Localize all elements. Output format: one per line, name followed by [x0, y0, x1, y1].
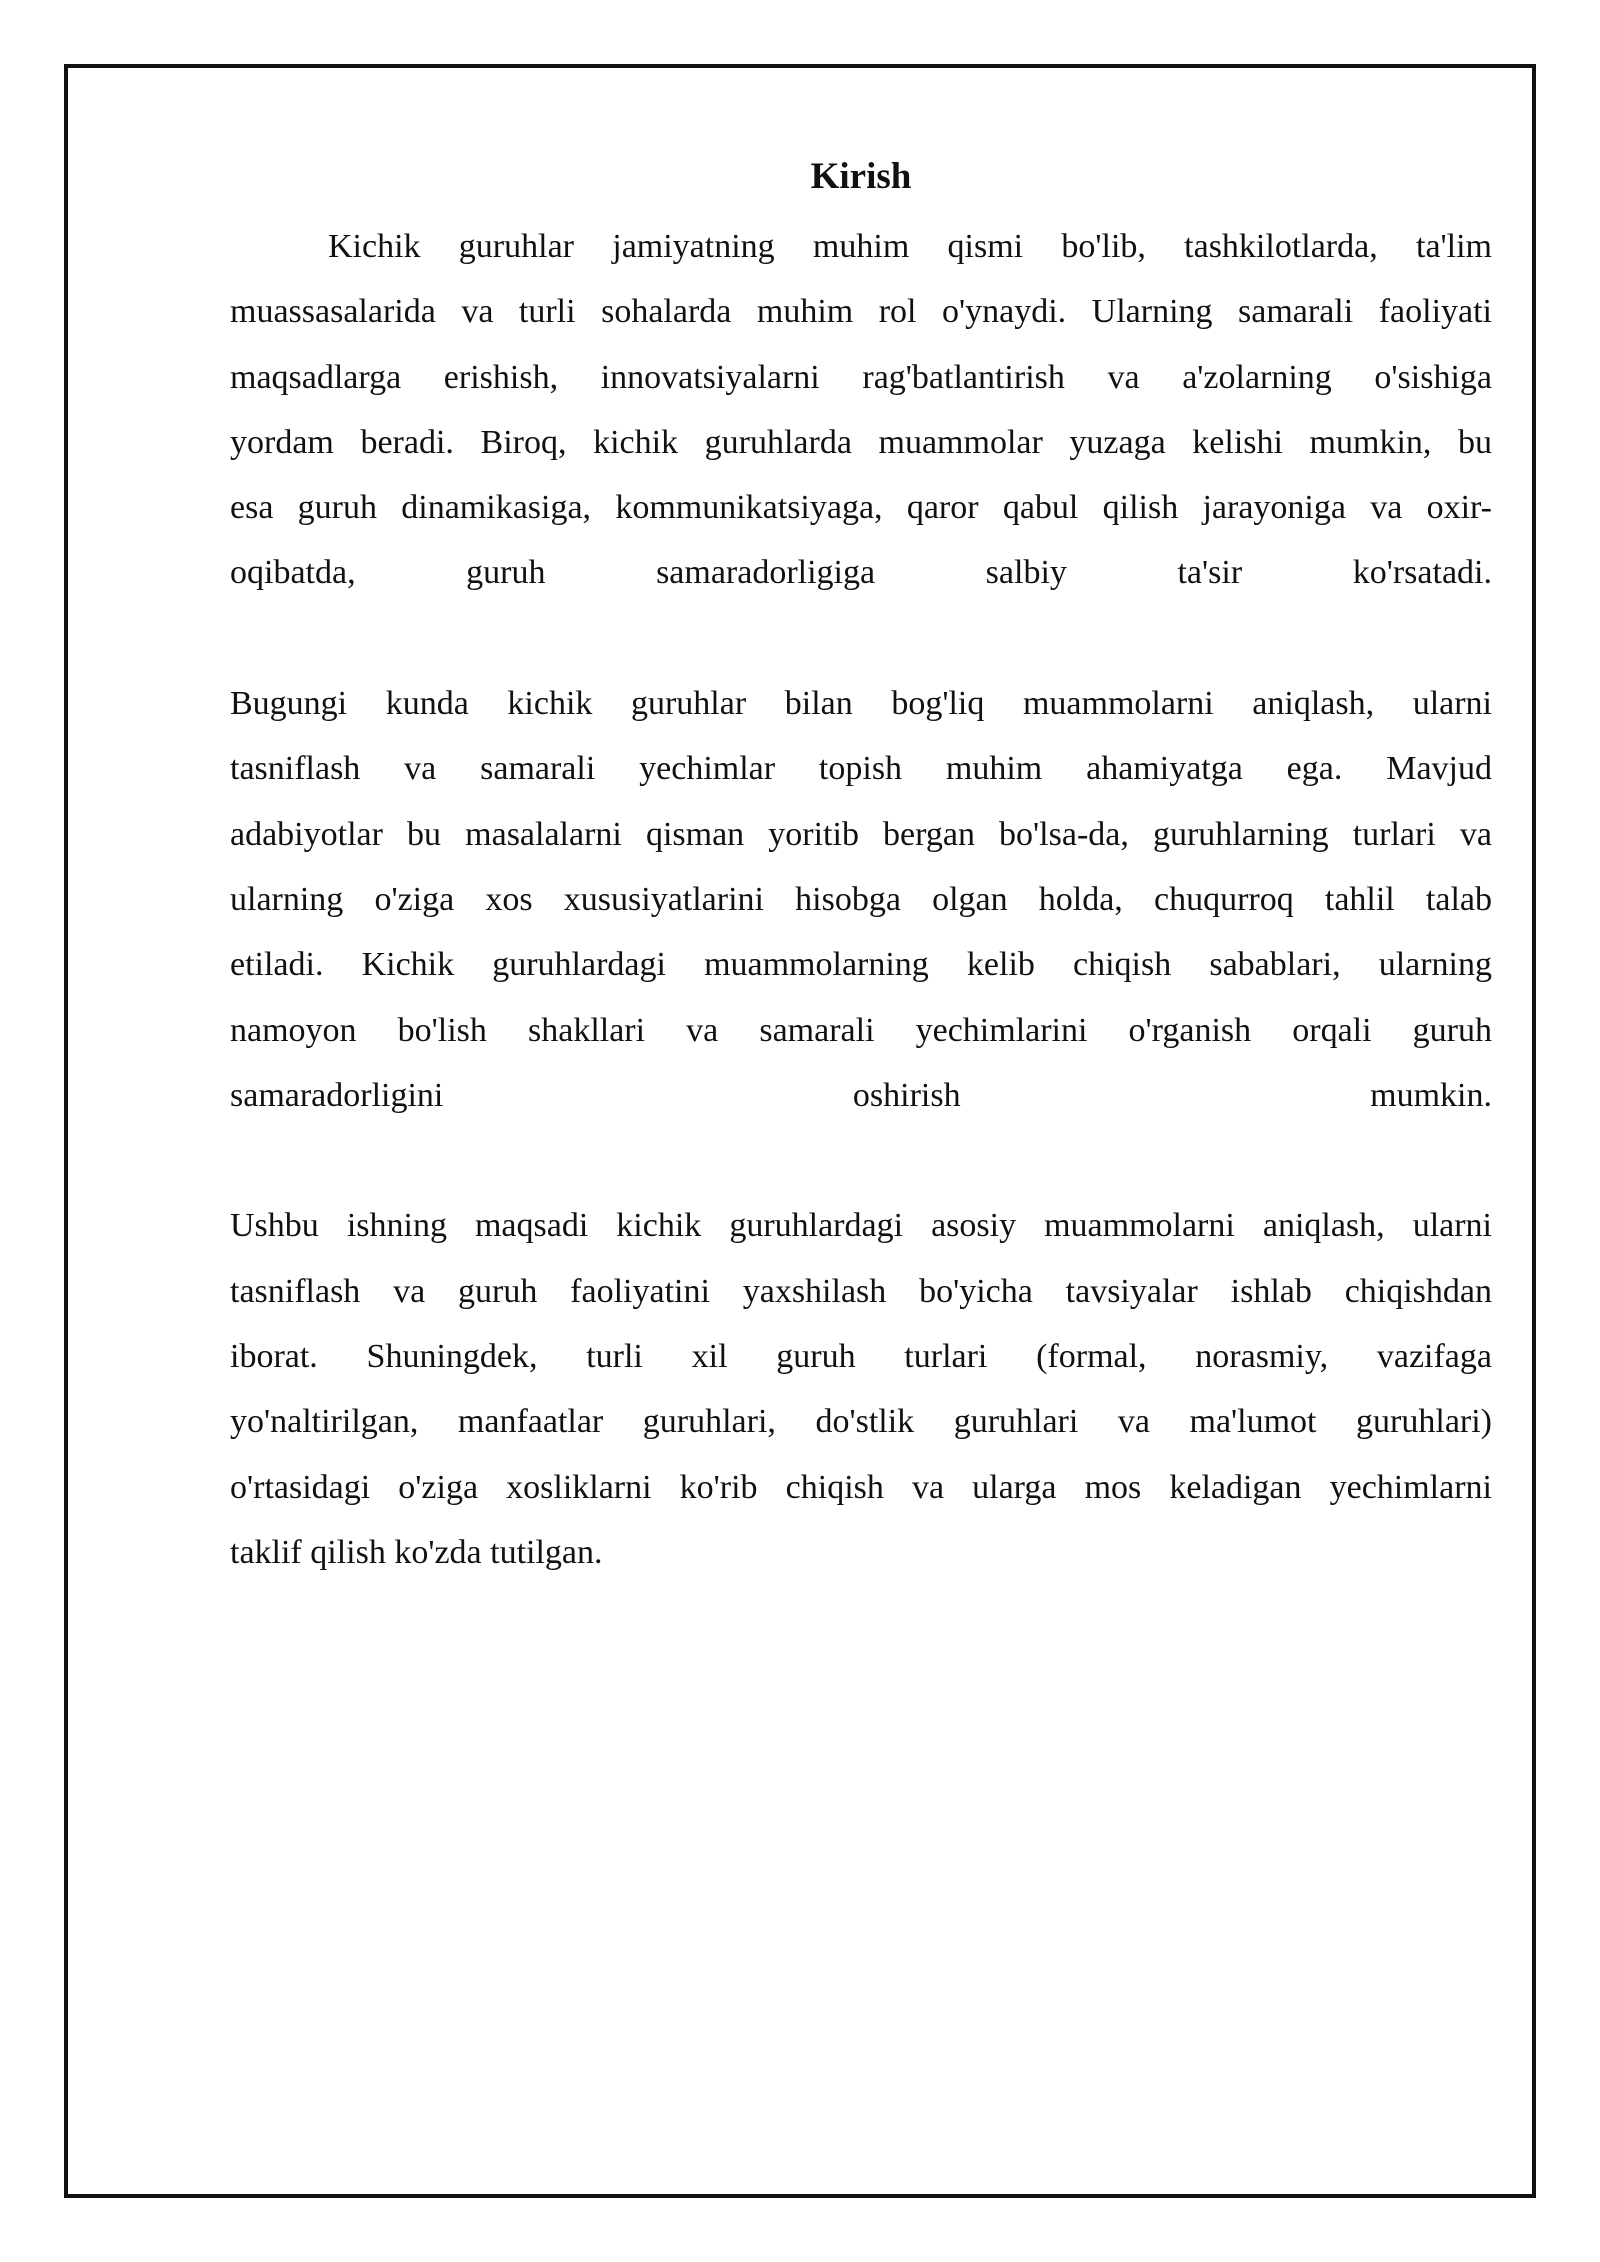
paragraph-line: oqibatda, guruh samaradorligiga salbiy ta'sir ko'rsatadi. [230, 554, 1492, 592]
paragraph-line: tasniflash va samarali yechimlar topish muhim ahamiyatga ega. Mavjud [230, 750, 1492, 788]
document-body [230, 150, 1492, 1585]
paragraph-2 [230, 671, 1492, 1128]
paragraph-line: yordam beradi. Biroq, kichik guruhlarda muammolar yuzaga kelishi mumkin, bu [230, 423, 1492, 461]
paragraph-line: etiladi. Kichik guruhlardagi muammolarning kelib chiqish sabablari, ularning [230, 946, 1492, 984]
paragraph-line: namoyon bo'lish shakllari va samarali yechimlarini o'rganish orqali guruh [230, 1011, 1492, 1049]
paragraph-3 [230, 1193, 1492, 1585]
paragraph-line: samaradorligini oshirish mumkin. [230, 1076, 1492, 1114]
paragraph-line: tasniflash va guruh faoliyatini yaxshilash bo'yicha tavsiyalar ishlab chiqishdan [230, 1272, 1492, 1310]
paragraph-line: muassasalarida va turli sohalarda muhim rol o'ynaydi. Ularning samarali faoliyati [230, 293, 1492, 331]
paragraph-line: iborat. Shuningdek, turli xil guruh turlari (formal, norasmiy, vazifaga [230, 1338, 1492, 1376]
paragraph-line: yo'naltirilgan, manfaatlar guruhlari, do'stlik guruhlari va ma'lumot guruhlari) [230, 1403, 1492, 1441]
paragraph-line: maqsadlarga erishish, innovatsiyalarni rag'batlantirish va a'zolarning o'sishiga [230, 358, 1492, 396]
paragraph-1 [230, 214, 1492, 606]
paragraph-line: o'rtasidagi o'ziga xosliklarni ko'rib chiqish va ularga mos keladigan yechimlarni [230, 1468, 1492, 1506]
document-title: Kirish [810, 156, 912, 197]
paragraph-line: taklif qilish ko'zda tutilgan. [230, 1533, 603, 1571]
paragraph-line: Kichik guruhlar jamiyatning muhim qismi bo'lib, tashkilotlarda, ta'lim [328, 228, 1492, 265]
paragraph-line: esa guruh dinamikasiga, kommunikatsiyaga, qaror qabul qilish jarayoniga va oxir- [230, 489, 1492, 527]
paragraph-line: Bugungi kunda kichik guruhlar bilan bog'liq muammolarni aniqlash, ularni [230, 685, 1492, 723]
paragraph-line: Ushbu ishning maqsadi kichik guruhlardagi asosiy muammolarni aniqlash, ularni [230, 1207, 1492, 1245]
paragraph-line: ularning o'ziga xos xususiyatlarini hisobga olgan holda, chuqurroq tahlil talab [230, 880, 1492, 918]
paragraph-spacer [230, 606, 1492, 671]
paragraph-line: adabiyotlar bu masalalarni qisman yoritib bergan bo'lsa-da, guruhlarning turlari va [230, 815, 1492, 853]
paragraph-spacer [230, 1128, 1492, 1193]
